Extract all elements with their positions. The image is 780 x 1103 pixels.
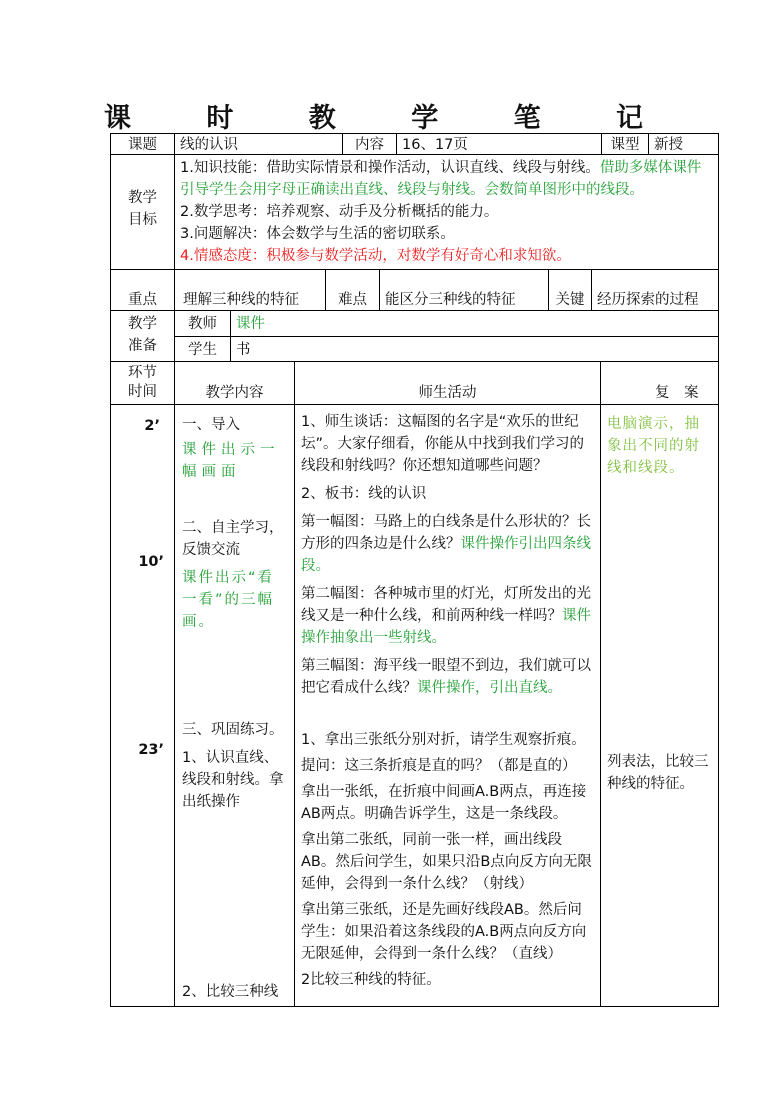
section-self-study-note: 课件出示“看一看”的三幅画。: [182, 570, 275, 630]
goals-label: 教学目标: [110, 154, 175, 270]
activity-4: 第二幅图：各种城市里的灯光，灯所发出的光线又是一种什么线，和前两种线一样吗？课件操作抽象出一些射线。: [301, 586, 591, 646]
activity-5: 第三幅图：海平线一眼望不到边，我们就可以把它看成什么线？课件操作，引出直线。: [301, 658, 591, 696]
activity-3: 第一幅图：马路上的白线条是什么形状的？长方形的四条边是什么线？课件操作引出四条线段。: [301, 514, 591, 574]
goals-content: [174, 154, 719, 270]
goal-4: 4.情感态度：积极参与数学活动，对数学有好奇心和求知欲。: [180, 248, 571, 264]
goal-3: 3.问题解决：体会数学与生活的密切联系。: [180, 226, 455, 242]
teacher-label: 教师: [174, 310, 231, 337]
col-time: 环节时间: [110, 361, 175, 405]
activity-11: 2比较三种线的特征。: [301, 972, 441, 988]
key-label: 重点: [110, 269, 175, 311]
activity-1: 1、师生谈话：这幅图的名字是“欢乐的世纪坛”。大家仔细看，你能从中找到我们学习的线段和射线吗？你还想知道哪些问题？: [301, 414, 585, 474]
section-practice: 三、巩固练习。: [182, 722, 284, 738]
crux-label: 关键: [548, 269, 592, 311]
activity-column: [294, 404, 601, 1007]
key-value: 理解三种线的特征: [174, 269, 326, 311]
topic-value: 线的认识: [174, 133, 343, 155]
review-note-1: 电脑演示，抽象出不同的射线和线段。: [607, 416, 700, 476]
section-self-study: 二、自主学习，反馈交流: [182, 520, 284, 558]
activity-2: 2、板书：线的认识: [301, 486, 427, 502]
topic-label: 课题: [110, 133, 175, 155]
student-value: 书: [230, 336, 719, 362]
section-intro-note: 课件出示一幅画面: [182, 442, 280, 480]
page-title: 课 时 教 学 笔 记: [104, 103, 676, 134]
section-intro: 一、导入: [182, 417, 240, 433]
time-intro: 2’: [144, 418, 160, 434]
prep-label: 教学准备: [110, 310, 175, 362]
activity-7: 提问：这三条折痕是直的吗？（都是直的）: [301, 758, 577, 774]
col-review: 复 案: [600, 361, 719, 405]
type-value: 新授: [648, 133, 719, 155]
time-practice: 23’: [138, 742, 164, 758]
activity-9: 拿出第二张纸，同前一张一样，画出线段AB。然后问学生，如果只沿B点向反方向无限延伸，会得到一条什么线？（射线）: [301, 832, 592, 892]
review-note-2: 列表法，比较三种线的特征。: [607, 754, 709, 792]
goal-2: 2.数学思考：培养观察、动手及分析概括的能力。: [180, 204, 499, 220]
review-column: [600, 404, 719, 1007]
teacher-value: 课件: [230, 310, 719, 337]
crux-value: 经历探索的过程: [591, 269, 719, 311]
difficulty-label: 难点: [325, 269, 380, 311]
content-label: 内容: [342, 133, 397, 155]
activity-10: 拿出第三张纸，还是先画好线段AB。然后问学生：如果沿着这条线段的A.B两点向反方向无限延伸，会得到一条什么线？（直线）: [301, 902, 587, 962]
content-column: [174, 404, 295, 1007]
col-content: 教学内容: [174, 361, 295, 405]
goal-1: 1.知识技能：借助实际情景和操作活动，认识直线、线段与射线。借助多媒体课件引导学生会用字母正确读出直线、线段与射线。会数简单图形中的线段。: [180, 160, 702, 198]
section-practice-sub: 1、认识直线、线段和射线。拿出纸操作: [182, 750, 284, 810]
activity-6: 1、拿出三张纸分别对折，请学生观察折痕。: [301, 732, 586, 748]
activity-8: 拿出一张纸，在折痕中间画A.B两点，再连接AB两点。明确告诉学生，这是一条线段。: [301, 784, 587, 822]
time-self-study: 10’: [138, 554, 164, 570]
type-label: 课型: [601, 133, 649, 155]
section-compare: 2、比较三种线: [182, 984, 279, 1000]
student-label: 学生: [174, 336, 231, 362]
difficulty-value: 能区分三种线的特征: [379, 269, 549, 311]
content-value: 16、17页: [396, 133, 602, 155]
time-column: [110, 404, 175, 1007]
col-activity: 师生活动: [294, 361, 601, 405]
